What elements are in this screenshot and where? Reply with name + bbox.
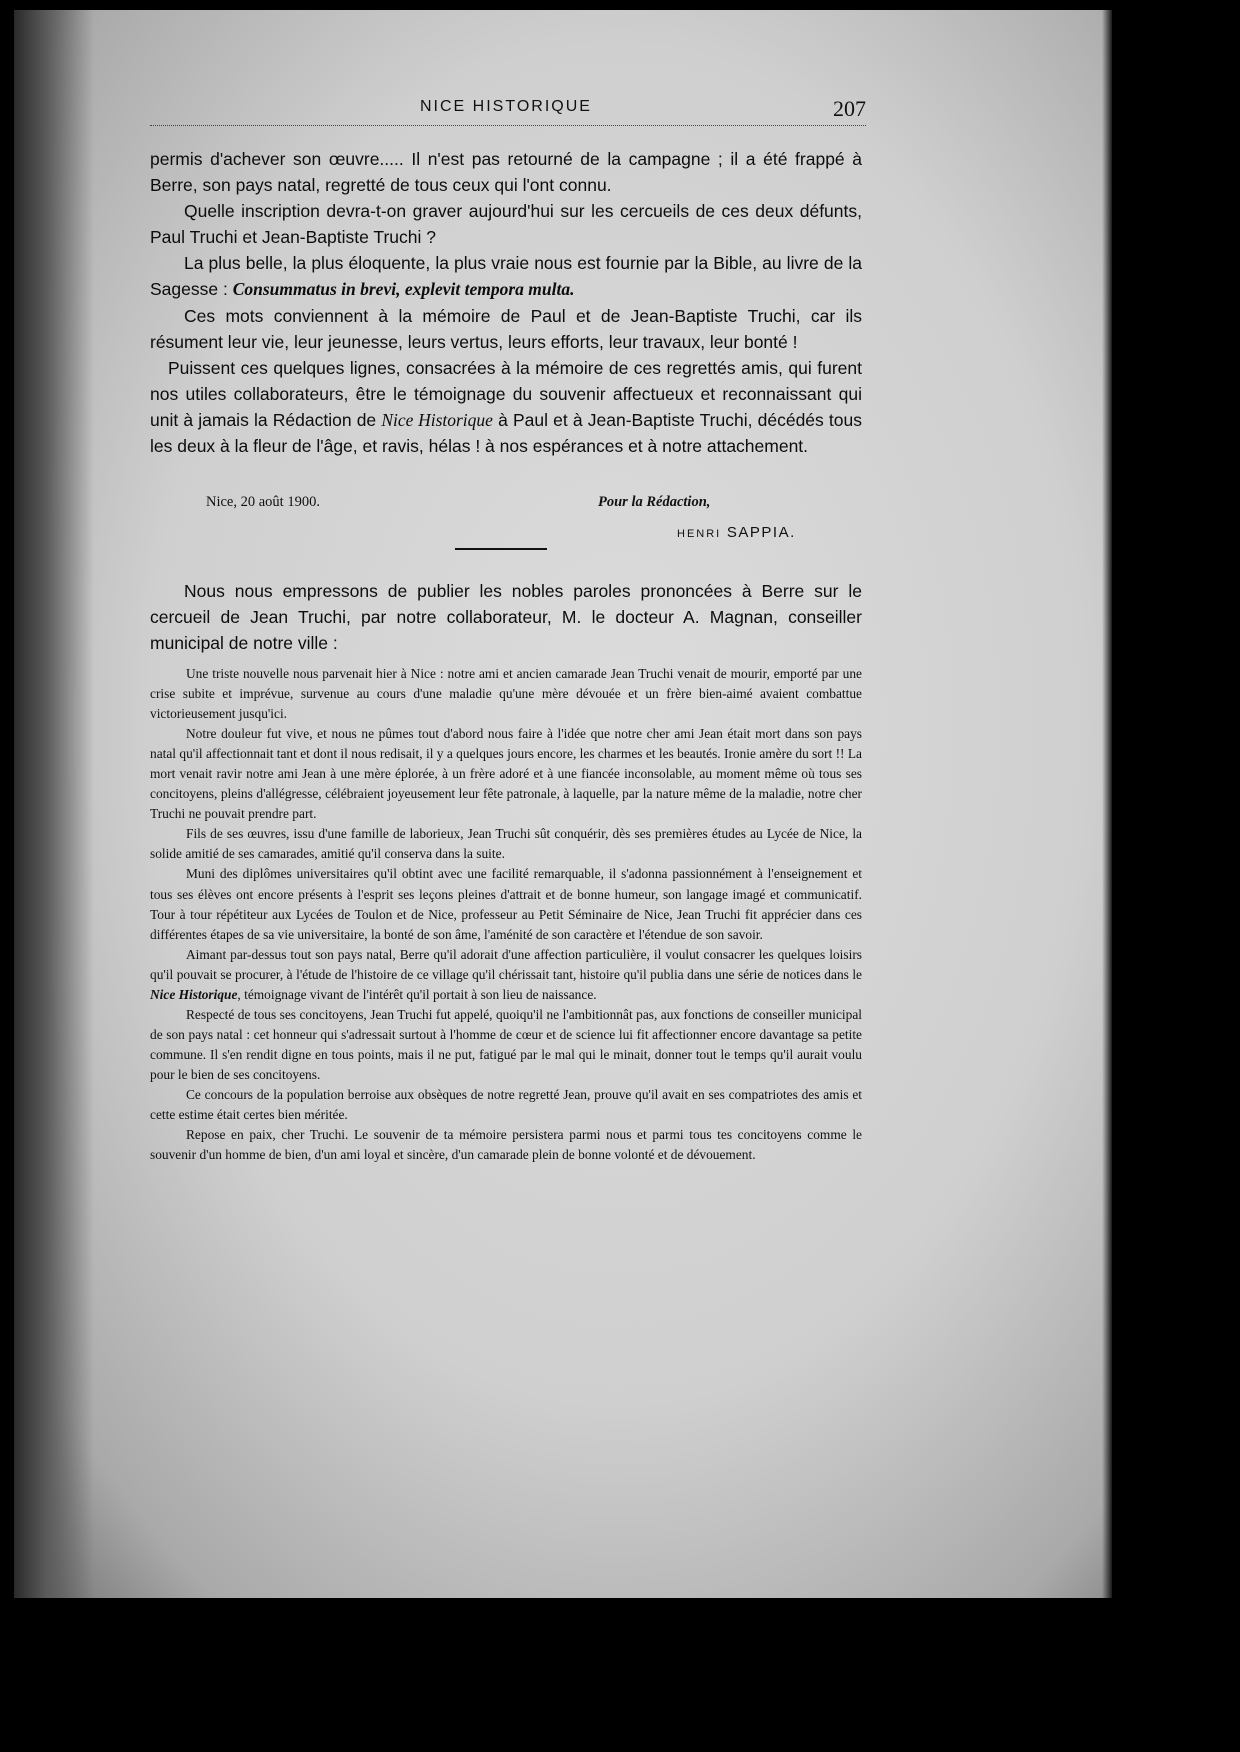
dateline: Nice, 20 août 1900.	[206, 494, 320, 510]
page-number: 207	[833, 96, 866, 121]
speech-paragraph: Notre douleur fut vive, et nous ne pûmes tout d'abord nous faire à l'idée que notre cher ami Jean était mort dans son pays natal qu'il affectionnait tant et dont il nous redisait, il y a quelques jours encore, les charmes et les beautés. Ironie amère du sort !! La mort venait ravir notre ami Jean à une mère éplorée, à un frère adoré et à une fiancée inconsolable, au moment même où tous ses concitoyens, pleins d'allégresse, célébraient joyeusement leur fête patronale, à laquelle, par la nature même de la maladie, notre cher Truchi ne pouvait prendre part.	[150, 726, 862, 822]
paragraph	[150, 355, 862, 459]
signature-role: Pour la Rédaction,	[598, 494, 711, 510]
speech-paragraph: Repose en paix, cher Truchi. Le souvenir de ta mémoire persistera parmi nous et parmi tous tes concitoyens comme le souvenir d'un homme de bien, d'un ami loyal et sincère, d'un camarade plein de bonne volonté et de dévouement.	[150, 1127, 862, 1163]
speech-paragraph: Respecté de tous ses concitoyens, Jean Truchi fut appelé, quoiqu'il ne l'ambitionnât pas, aux fonctions de conseiller municipal de son pays natal : cet honneur qui s'adressait surtout à l'homme de cœur et de science lui fit affectionner encore davantage sa petite commune. Il s'en rendit digne en tous points, mais il ne put, fatigué par le mal qui le minait, donner tout le temps qu'il aurait voulu pour le bien de ses concitoyens.	[150, 1006, 862, 1082]
running-title: NICE HISTORIQUE	[420, 98, 592, 115]
paragraph-text: Aimant par-dessus tout son pays natal, Berre qu'il adorait d'une affection particulière, il voulut consacrer les quelques loisirs qu'il pouvait se procurer, à l'étude de l'histoire de ce village qu'il chérissait tant, histoire qu'il publia dans une série de notices dans le	[150, 946, 862, 982]
paragraph-text: , témoignage vivant de l'intérêt qu'il portait à son lieu de naissance.	[237, 986, 597, 1002]
intro-paragraph	[150, 578, 862, 656]
speech-paragraph: Une triste nouvelle nous parvenait hier à Nice : notre ami et ancien camarade Jean Truchi venait de mourir, emporté par une crise subite et imprévue, survenue au cours d'une maladie qu'une mère dévouée et un frère bien-aimé avaient combattue victorieusement jusqu'ici.	[150, 666, 862, 722]
journal-name: Nice Historique	[150, 986, 238, 1002]
paragraph: permis d'achever son œuvre..... Il n'est pas retourné de la campagne ; il a été frappé à Berre, son pays natal, regretté de tous ceux qui l'ont connu.	[150, 149, 862, 196]
signature-block	[150, 494, 866, 550]
page-edge-shadow	[1102, 10, 1112, 1598]
page-header	[150, 98, 866, 126]
speech-text	[150, 664, 862, 1165]
binding-shadow	[14, 10, 94, 1598]
speech-paragraph: Fils de ses œuvres, issu d'une famille de laborieux, Jean Truchi sût conquérir, dès ses premières études au Lycée de Nice, la solide amitié de ses camarades, amitié qu'il conserva dans la suite.	[150, 826, 862, 862]
journal-name: Nice Historique	[381, 409, 493, 430]
paragraph	[150, 250, 862, 302]
signer-name	[677, 524, 796, 541]
signer-first-name: HENRI	[677, 528, 722, 540]
paragraph: Quelle inscription devra-t-on graver aujourd'hui sur les cercueils de ces deux défunts, Paul Truchi et Jean-Baptiste Truchi ?	[150, 201, 862, 248]
signer-last-name: SAPPIA.	[726, 524, 796, 541]
speech-paragraph	[150, 945, 862, 1005]
article-body	[150, 146, 862, 459]
speech-paragraph: Ce concours de la population berroise aux obsèques de notre regretté Jean, prouve qu'il avait en ses compatriotes des amis et cette estime était certes bien méritée.	[150, 1086, 862, 1123]
speech-paragraph: Muni des diplômes universitaires qu'il obtint avec une facilité remarquable, il s'adonna passionnément à l'enseignement et tous ses élèves ont encore présents à l'esprit ses leçons pleines d'attrait et de bonne humeur, son langage imagé et communicatif. Tour à tour répétiteur aux Lycées de Toulon et de Nice, professeur au Petit Séminaire de Nice, Jean Truchi fit apprécier dans ces différentes étapes de sa vie universitaire, la bonté de son âme, l'aménité de son caractère et l'étendue de son savoir.	[150, 866, 862, 942]
paragraph-text: à Paul et à Jean-Baptiste Truchi, décédés tous les deux à la fleur de l'âge, et ravis, hélas ! à nos espérances et à notre attachement.	[150, 409, 863, 457]
paragraph-text: Puissent ces quelques lignes, consacrées à la mémoire de ces regrettés amis, qui furent nos utiles collaborateurs, être le témoignage du souvenir affectueux et reconnaissant qui unit à jamais la Rédaction de	[150, 357, 862, 430]
header-rule	[150, 125, 866, 126]
paragraph-text: La plus belle, la plus éloquente, la plus vraie nous est fournie par la Bible, au livre de la Sagesse :	[150, 253, 862, 300]
paragraph: Ces mots conviennent à la mémoire de Paul et de Jean-Baptiste Truchi, car ils résument leur vie, leur jeunesse, leurs vertus, leurs efforts, leur travaux, leur bonté !	[150, 305, 862, 352]
section-separator	[455, 548, 547, 550]
latin-quote: Consummatus in brevi, explevit tempora multa.	[232, 279, 575, 300]
paragraph: Nous nous empressons de publier les nobles paroles prononcées à Berre sur le cercueil de Jean Truchi, par notre collaborateur, M. le docteur A. Magnan, conseiller municipal de notre ville :	[150, 581, 862, 653]
